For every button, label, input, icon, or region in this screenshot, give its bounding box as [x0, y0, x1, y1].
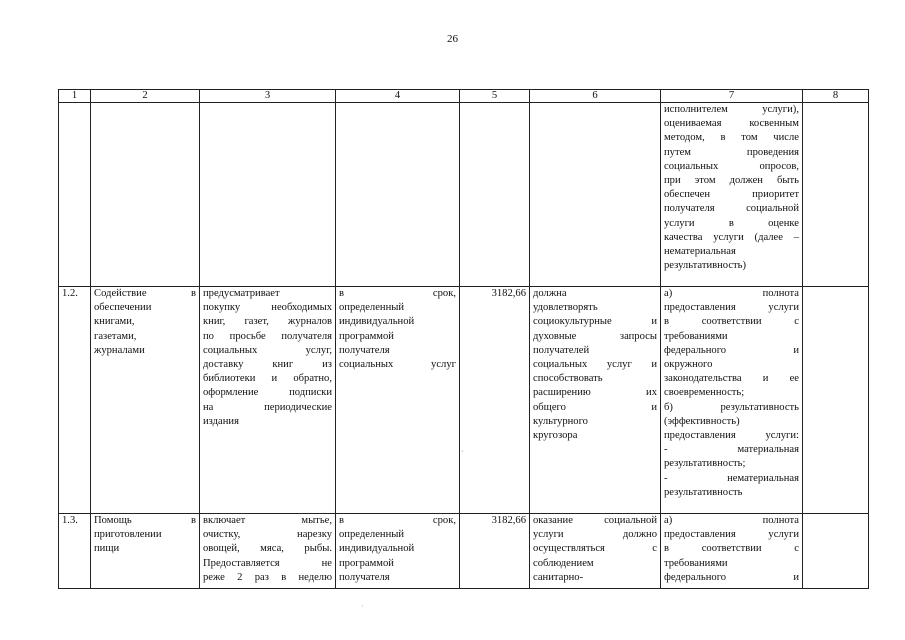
- cell-text-line: путем проведения: [664, 146, 799, 158]
- cell-text-line: программой: [339, 557, 394, 569]
- cell-text-line: обеспечен приоритет: [664, 189, 799, 201]
- header-cell: 5: [460, 90, 530, 103]
- cell-text-line: услуги в оценке: [664, 217, 799, 229]
- cell-text-line: б) результативность: [664, 401, 799, 413]
- header-cell: 4: [336, 90, 460, 103]
- scan-artifact: ·: [361, 602, 364, 611]
- scan-artifact: ·: [461, 447, 464, 456]
- table-row: [59, 514, 869, 589]
- empty-cell: [336, 103, 460, 287]
- cell-text-line: соблюдением: [533, 557, 594, 569]
- cell-text-line: обеспечении: [94, 302, 152, 314]
- cell-text-line: законодательства и ее: [664, 373, 799, 385]
- cell-text-line: качества услуги (далее –: [664, 231, 799, 243]
- continuation-row: [59, 103, 869, 287]
- cell-text-line: покупку необходимых: [203, 302, 332, 314]
- cell-text-line: нематериальная: [664, 246, 736, 258]
- service-term-cell: [336, 514, 460, 589]
- cell-text-line: удовлетворять: [533, 302, 598, 314]
- empty-cell: [200, 103, 336, 287]
- quality-indicators-cell: [661, 514, 803, 589]
- header-cell: 3: [200, 90, 336, 103]
- cell-text-line: предусматривает: [203, 288, 280, 299]
- cell-text-line: расширению их: [533, 387, 657, 399]
- cell-text-line: в срок,: [339, 515, 456, 526]
- cell-text-line: духовные запросы: [533, 330, 657, 342]
- header-cell: 8: [803, 90, 869, 103]
- service-name-cell: [91, 287, 200, 514]
- cell-text-line: услуги должно: [533, 529, 657, 541]
- cell-text-line: социальных услуг и: [533, 359, 657, 371]
- header-row: [59, 90, 869, 103]
- cell-text-line: а) полнота: [664, 288, 799, 299]
- cell-text-line: предоставления услуги: [664, 302, 799, 314]
- cell-text-line: книгами,: [94, 316, 135, 328]
- cell-text-line: социокультурные и: [533, 316, 657, 328]
- service-description-cell: [200, 287, 336, 514]
- cell-text-line: методом, в том числе: [664, 132, 799, 144]
- service-conditions-cell: [530, 514, 661, 589]
- cell-text-line: оформление подписки: [203, 387, 332, 399]
- cell-text-line: социальных услуг: [339, 359, 456, 371]
- cell-text-line: приготовлении: [94, 529, 162, 541]
- cell-text-line: программой: [339, 330, 394, 342]
- cell-text-line: результативность): [664, 260, 747, 272]
- cell-text-line: предоставления услуги:: [664, 430, 799, 442]
- cell-text-line: требованиями: [664, 330, 728, 342]
- row-number: 1.2.: [59, 287, 91, 514]
- cell-text-line: доставку книг из: [203, 359, 332, 371]
- header-cell: 6: [530, 90, 661, 103]
- cell-text-line: получателей: [533, 344, 590, 356]
- cell-text-line: а) полнота: [664, 515, 799, 526]
- cell-text-line: федерального и: [664, 344, 799, 356]
- quality-indicators-cell: [661, 103, 803, 287]
- quality-indicators-cell: [661, 287, 803, 514]
- empty-cell: [59, 103, 91, 287]
- cell-text-line: санитарно-: [533, 571, 584, 583]
- cell-text-line: кругозора: [533, 430, 578, 442]
- cell-text-line: оказание социальной: [533, 515, 657, 526]
- cell-text-line: очистку, нарезку: [203, 529, 332, 541]
- cell-text-line: Содействие в: [94, 288, 196, 299]
- cell-text-line: способствовать: [533, 373, 603, 385]
- cell-text-line: своевременность;: [664, 387, 745, 399]
- cell-text-line: социальных опросов,: [664, 160, 799, 172]
- cell-text-line: библиотеки и обратно,: [203, 373, 332, 385]
- cell-text-line: газетами,: [94, 330, 137, 342]
- cell-text-line: индивидуальной: [339, 316, 415, 328]
- cell-text-line: индивидуальной: [339, 543, 415, 555]
- header-cell: 7: [661, 90, 803, 103]
- empty-cell: [91, 103, 200, 287]
- cell-text-line: в соответствии с: [664, 543, 799, 555]
- empty-cell: [803, 103, 869, 287]
- cell-text-line: включает мытье,: [203, 515, 332, 526]
- cell-text-line: (эффективность): [664, 415, 740, 427]
- cell-text-line: предоставления услуги: [664, 529, 799, 541]
- cell-text-line: получателя: [339, 571, 390, 583]
- header-cell: 1: [59, 90, 91, 103]
- header-cell: 2: [91, 90, 200, 103]
- service-term-cell: [336, 287, 460, 514]
- service-description-cell: [200, 514, 336, 589]
- cell-text-line: общего и: [533, 401, 657, 413]
- cell-text-line: получателя: [339, 344, 390, 356]
- cell-text-line: - нематериальная: [664, 472, 799, 484]
- cell-text-line: должна: [533, 288, 567, 299]
- cell-text-line: определенный: [339, 302, 405, 314]
- cell-text-line: в соответствии с: [664, 316, 799, 328]
- cell-text-line: результативность;: [664, 458, 746, 470]
- page-number: 26: [447, 33, 458, 45]
- cell-text-line: книг, газет, журналов: [203, 316, 332, 328]
- tariff-cell: 3182,66: [460, 514, 530, 589]
- empty-cell: [530, 103, 661, 287]
- cell-text-line: требованиями: [664, 557, 728, 569]
- cell-text-line: пищи: [94, 543, 120, 555]
- cell-text-line: по просьбе получателя: [203, 330, 332, 342]
- cell-text-line: исполнителем услуги),: [664, 104, 799, 115]
- row-number: 1.3.: [59, 514, 91, 589]
- cell-text-line: Предоставляется не: [203, 557, 332, 569]
- cell-text-line: оцениваемая косвенным: [664, 118, 799, 130]
- cell-text-line: - материальная: [664, 444, 799, 456]
- service-name-cell: [91, 514, 200, 589]
- cell-text-line: при этом должен быть: [664, 175, 799, 187]
- cell-text-line: издания: [203, 415, 239, 427]
- cell-text-line: социальных услуг,: [203, 344, 332, 356]
- cell-text-line: Помощь в: [94, 515, 196, 526]
- note-cell: [803, 287, 869, 514]
- cell-text-line: на периодические: [203, 401, 332, 413]
- cell-text-line: получателя социальной: [664, 203, 799, 215]
- table-row: [59, 287, 869, 514]
- cell-text-line: федерального и: [664, 571, 799, 583]
- cell-text-line: журналами: [94, 344, 145, 356]
- cell-text-line: осуществляться с: [533, 543, 657, 555]
- cell-text-line: культурного: [533, 415, 588, 427]
- cell-text-line: результативность: [664, 486, 743, 498]
- service-conditions-cell: [530, 287, 661, 514]
- cell-text-line: определенный: [339, 529, 405, 541]
- cell-text-line: овощей, мяса, рыбы.: [203, 543, 332, 555]
- services-table: [58, 89, 869, 589]
- empty-cell: [460, 103, 530, 287]
- note-cell: [803, 514, 869, 589]
- tariff-cell: 3182,66: [460, 287, 530, 514]
- cell-text-line: в срок,: [339, 288, 456, 299]
- cell-text-line: окружного: [664, 359, 713, 371]
- cell-text-line: реже 2 раз в неделю: [203, 571, 332, 583]
